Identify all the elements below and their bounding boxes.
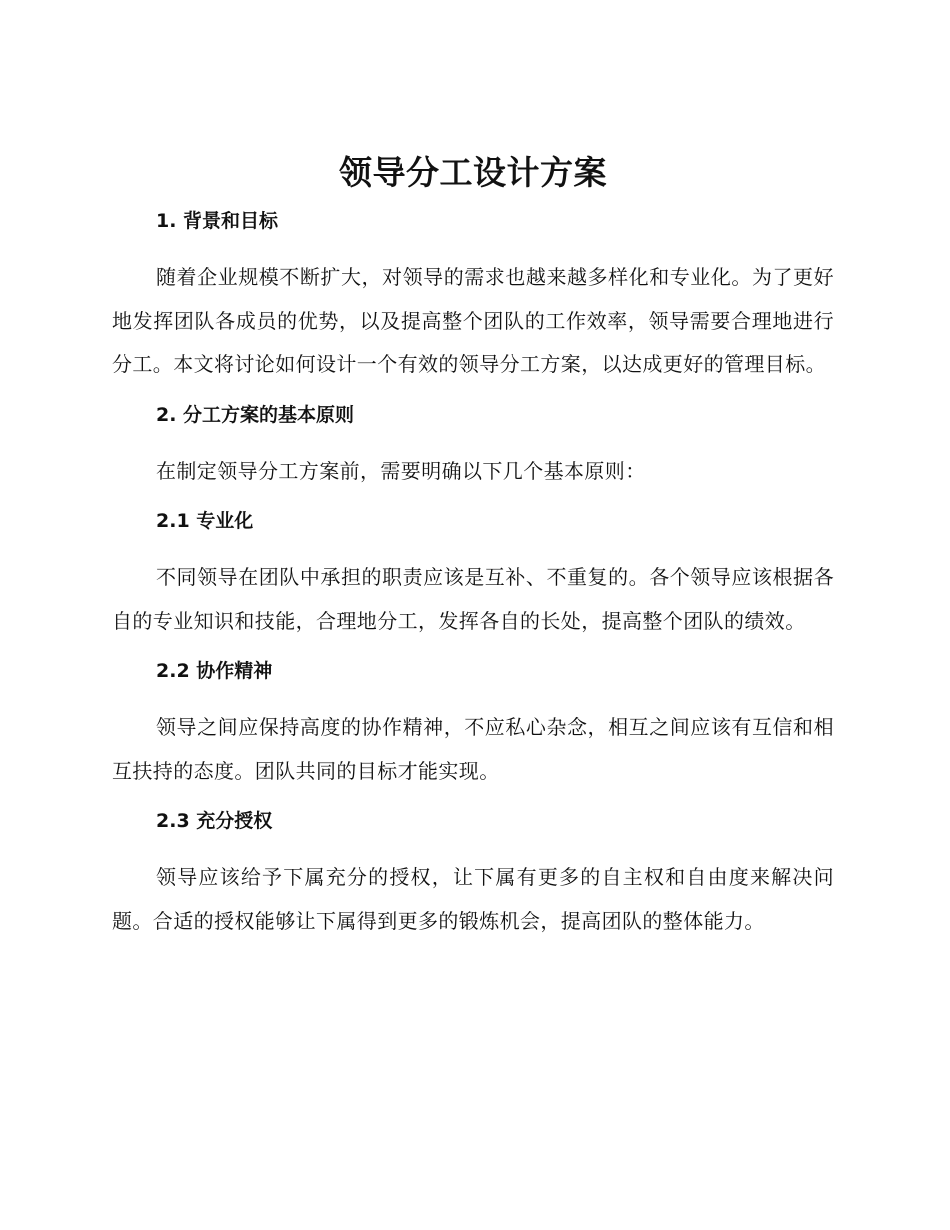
section-paragraph: 在制定领导分工方案前，需要明确以下几个基本原则： [156,458,646,483]
document-page [112,150,834,943]
section-heading: 2.3 充分授权 [156,810,273,832]
section-collaboration [112,658,834,793]
section-heading: 2.2 协作精神 [156,660,273,682]
section-background [112,208,834,387]
section-specialization [112,508,834,643]
section-heading: 1. 背景和目标 [156,210,279,232]
document-title: 领导分工设计方案 [339,153,607,192]
section-paragraph: 领导之间应保持高度的协作精神，不应私心杂念，相互之间应该有互信和相互扶持的态度。团队共同的目标才能实现。 [112,715,834,783]
section-paragraph: 随着企业规模不断扩大，对领导的需求也越来越多样化和专业化。为了更好地发挥团队各成员的优势，以及提高整个团队的工作效率，领导需要合理地进行分工。本文将讨论如何设计一个有效的领导分工方案，以达成更好的管理目标。 [112,265,834,376]
section-paragraph: 不同领导在团队中承担的职责应该是互补、不重复的。各个领导应该根据各自的专业知识和技能，合理地分工，发挥各自的长处，提高整个团队的绩效。 [112,565,834,633]
section-heading: 2. 分工方案的基本原则 [156,403,355,426]
section-delegation [112,808,834,943]
section-principles [112,402,834,494]
section-paragraph: 领导应该给予下属充分的授权，让下属有更多的自主权和自由度来解决问题。合适的授权能够让下属得到更多的锻炼机会，提高团队的整体能力。 [112,865,834,933]
section-heading: 2.1 专业化 [156,510,254,532]
